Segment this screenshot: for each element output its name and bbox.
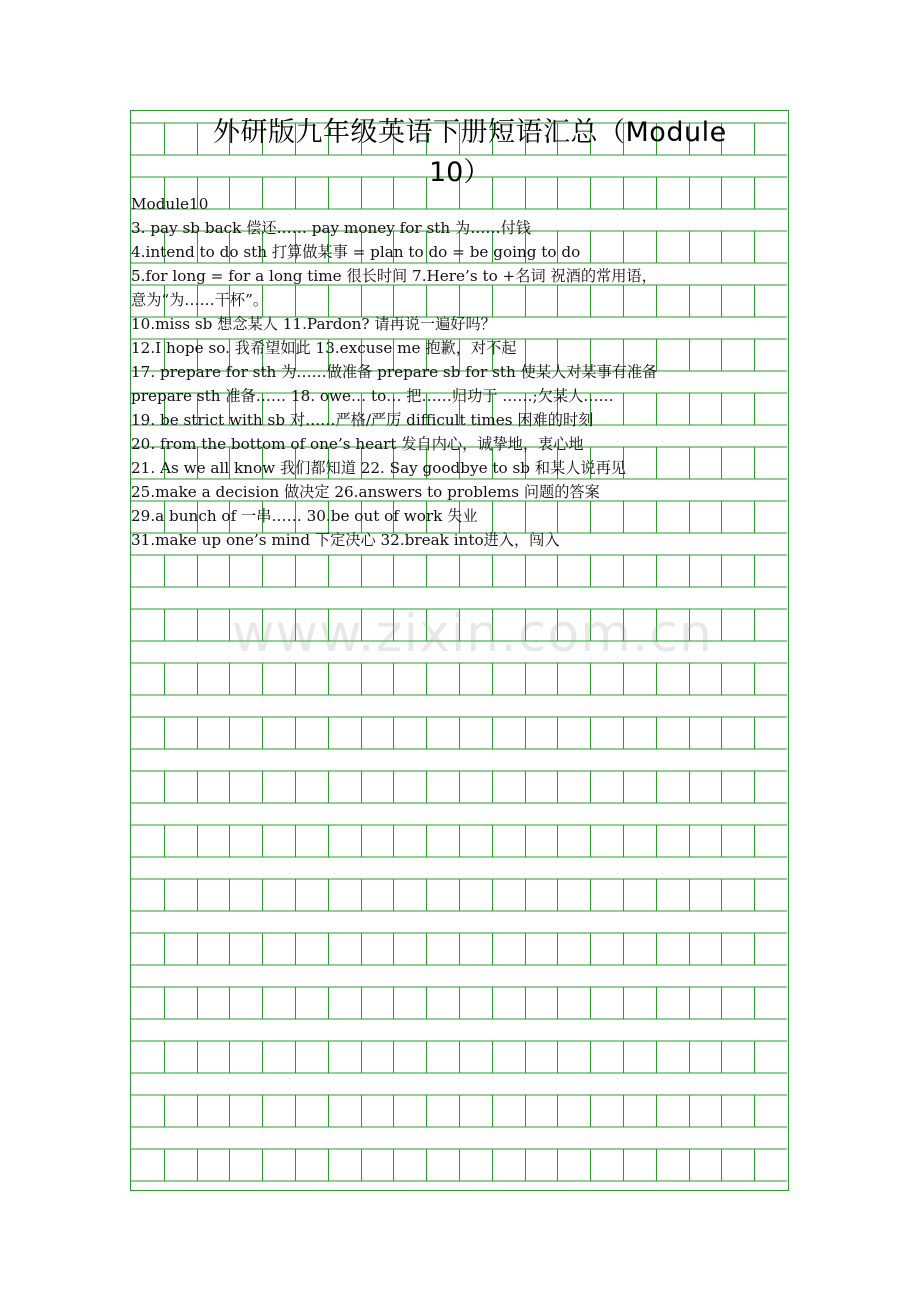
text-line: 3. pay sb back 偿还…… pay money for sth 为……付钱: [131, 219, 531, 237]
text-line: 5.for long = for a long time 很长时间 7.Here’s to +名词 祝酒的常用语，: [131, 267, 657, 285]
text-line: 21. As we all know 我们都知道 22. Say goodbye to sb 和某人说再见: [131, 459, 626, 477]
text-line: 25.make a decision 做决定 26.answers to problems 问题的答案: [131, 483, 600, 501]
document-title-line-2: 10）: [429, 157, 491, 188]
text-line: 29.a bunch of 一串…… 30.be out of work 失业: [131, 507, 478, 525]
text-line: 17. prepare for sth 为……做准备 prepare sb for sth 使某人对某事有准备: [131, 363, 658, 381]
text-line: prepare sth 准备…… 18. owe… to… 把……归功于 ……;欠某人……: [131, 387, 614, 405]
text-line: Module10: [131, 195, 209, 213]
text-line: 19. be strict with sb 对……严格/严厉 difficult times 困难的时刻: [131, 411, 594, 429]
text-line: 意为“为……干杯”。: [131, 291, 269, 309]
text-line: 4.intend to do sth 打算做某事 = plan to do = be going to do: [131, 243, 581, 261]
document-title-line-1: 外研版九年级英语下册短语汇总（Module: [213, 117, 727, 148]
text-line: 12.I hope so. 我希望如此 13.excuse me 抱歉，对不起: [131, 339, 517, 357]
text-line: 10.miss sb 想念某人 11.Pardon? 请再说一遍好吗？: [131, 315, 496, 333]
watermark: www.zixin.com.cn: [232, 604, 713, 664]
text-line: 20. from the bottom of one’s heart 发自内心，诚挚地，衷心地: [131, 435, 584, 453]
text-line: 31.make up one’s mind 下定决心 32.break into进入，闯入: [131, 531, 560, 549]
